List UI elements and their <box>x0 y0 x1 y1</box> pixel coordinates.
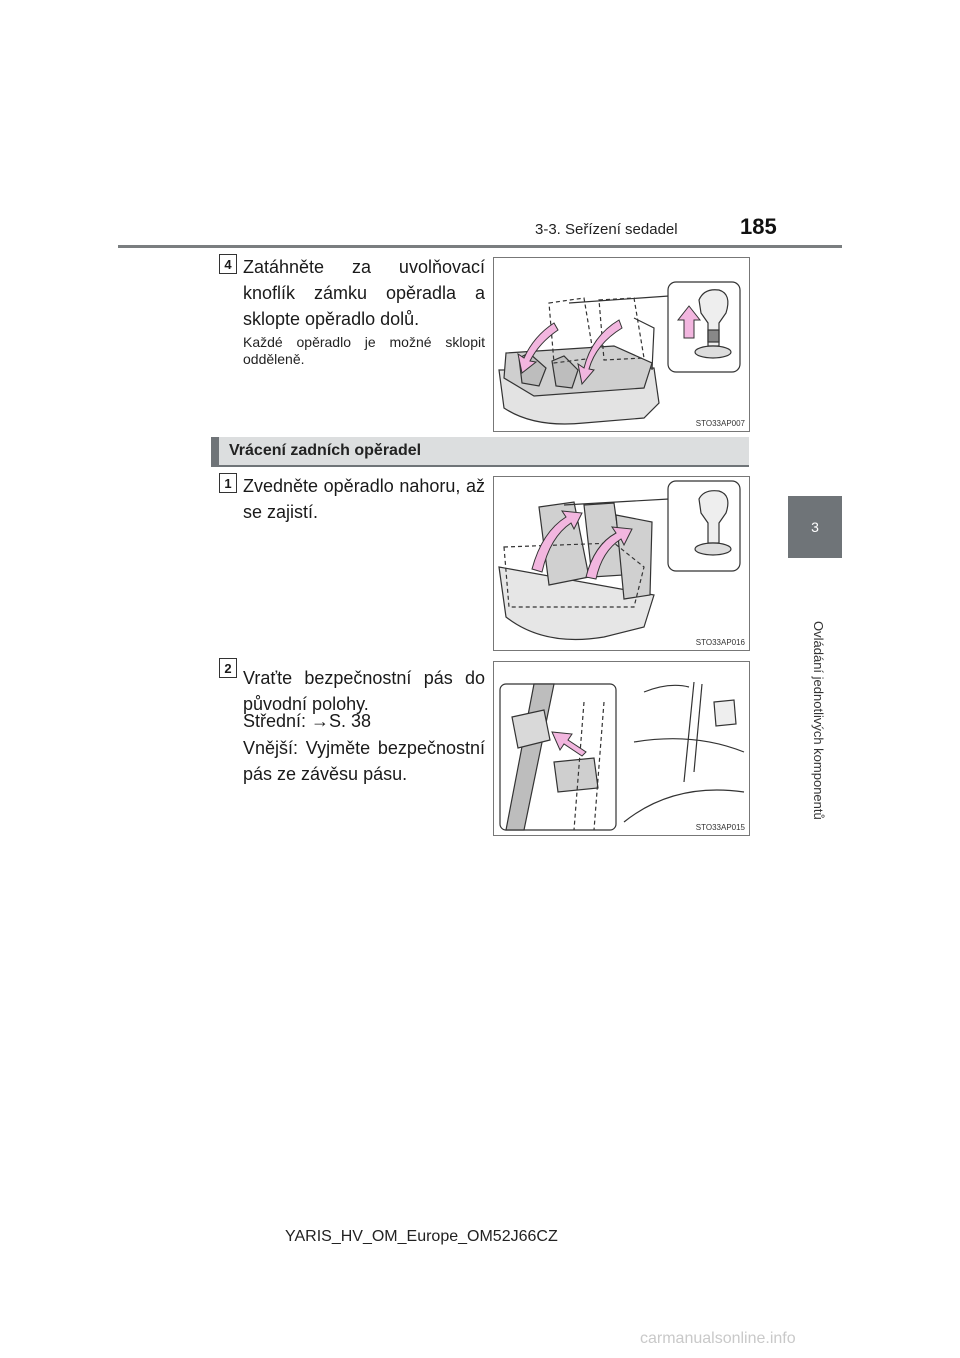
section-heading-text: Vrácení zadních opěradel <box>229 442 422 459</box>
figure-code: STO33AP007 <box>695 419 745 428</box>
step-number-2: 2 <box>219 658 237 678</box>
step-4-note: Každé opěradlo je možné sklopit odděleně. <box>243 334 485 367</box>
chapter-tab-label: Ovládání jednotlivých komponentů <box>811 621 826 820</box>
chapter-tab <box>788 496 842 558</box>
figure-seatbelt <box>493 661 750 836</box>
step-2-center-ref: Střední: →S. 38 <box>243 711 372 731</box>
step-1-text: Zvedněte opěradlo nahoru, až se zajistí. <box>243 476 485 522</box>
page-number: 185 <box>740 214 777 239</box>
watermark: carmanualsonline.info <box>640 1330 796 1347</box>
raise-seat-illustration <box>494 477 749 650</box>
chapter-tab-number: 3 <box>811 519 819 535</box>
fold-seat-illustration <box>494 258 749 431</box>
step-4-text: Zatáhněte za uvolňovací knoflík zámku opěradla a sklopte opěradlo dolů. <box>243 257 485 329</box>
step-2-outer-text: Vnější: Vyjměte bezpečnostní pás ze závěsu pásu. <box>243 738 485 784</box>
step-number-1: 1 <box>219 473 237 493</box>
figure-fold-seat <box>493 257 750 432</box>
document-id: YARIS_HV_OM_Europe_OM52J66CZ <box>285 1228 558 1245</box>
step-2-text: Vraťte bezpečnostní pás do původní polohy. <box>243 668 485 714</box>
figure-code: STO33AP016 <box>695 638 745 647</box>
header-rule <box>118 245 842 248</box>
step-number-4: 4 <box>219 254 237 274</box>
figure-raise-seat <box>493 476 750 651</box>
section-heading <box>211 437 749 467</box>
figure-code: STO33AP015 <box>695 823 745 832</box>
header-section-title: 3-3. Seřízení sedadel <box>535 221 678 238</box>
seatbelt-illustration <box>494 662 749 835</box>
